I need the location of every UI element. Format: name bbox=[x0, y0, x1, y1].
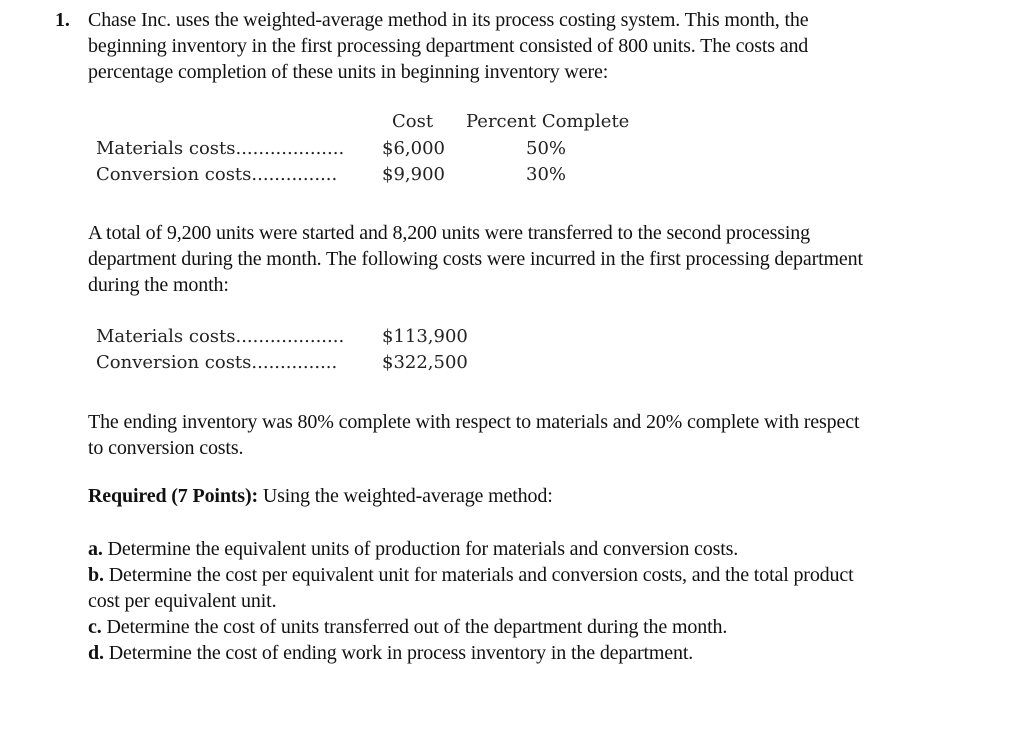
part-letter: b. bbox=[88, 564, 104, 586]
table-row-label bbox=[96, 324, 344, 350]
percent-complete-header: Percent Complete bbox=[466, 111, 630, 132]
row-cost: $6,000 bbox=[382, 138, 445, 159]
question-number: 1. bbox=[55, 9, 70, 31]
part-d bbox=[88, 640, 693, 666]
part-letter: a. bbox=[88, 538, 103, 560]
part-b bbox=[88, 562, 854, 588]
row-cost: $113,900 bbox=[382, 326, 468, 347]
table-row-label bbox=[96, 136, 344, 162]
leader-dots: ............... bbox=[251, 352, 338, 373]
row-label: Materials costs bbox=[96, 326, 236, 347]
row-label: Conversion costs bbox=[96, 352, 252, 373]
ending-line-1: The ending inventory was 80% complete with respect to materials and 20% complete with respect bbox=[88, 411, 860, 433]
part-text: Determine the cost of ending work in process inventory in the department. bbox=[108, 642, 694, 664]
row-percent: 30% bbox=[526, 164, 567, 185]
part-c bbox=[88, 614, 727, 640]
leader-dots: ................... bbox=[235, 138, 345, 159]
required-line bbox=[88, 483, 553, 509]
middle-line-2: department during the month. The following costs were incurred in the first processing department bbox=[88, 248, 863, 270]
leader-dots: ................... bbox=[235, 326, 345, 347]
middle-line-3: during the month: bbox=[88, 274, 229, 296]
middle-line-1: A total of 9,200 units were started and 8,200 units were transferred to the second processing bbox=[88, 222, 810, 244]
row-label: Materials costs bbox=[96, 138, 236, 159]
row-cost: $322,500 bbox=[382, 352, 468, 373]
row-percent: 50% bbox=[526, 138, 567, 159]
row-label: Conversion costs bbox=[96, 164, 252, 185]
leader-dots: ............... bbox=[251, 164, 338, 185]
ending-line-2: to conversion costs. bbox=[88, 437, 244, 459]
cost-header: Cost bbox=[392, 111, 434, 132]
intro-line-3: percentage completion of these units in beginning inventory were: bbox=[88, 61, 609, 83]
intro-line-1: Chase Inc. uses the weighted-average method in its process costing system. This month, the bbox=[88, 9, 809, 31]
row-cost: $9,900 bbox=[382, 164, 445, 185]
part-letter: d. bbox=[88, 642, 104, 664]
intro-line-2: beginning inventory in the first processing department consisted of 800 units. The costs and bbox=[88, 35, 809, 57]
part-text: Determine the cost per equivalent unit for materials and conversion costs, and the total product bbox=[108, 564, 854, 586]
table-row-label bbox=[96, 350, 337, 376]
part-text: Determine the equivalent units of production for materials and conversion costs. bbox=[107, 538, 739, 560]
part-letter: c. bbox=[88, 616, 102, 638]
required-text: Using the weighted-average method: bbox=[257, 485, 553, 507]
part-b-continued: cost per equivalent unit. bbox=[88, 590, 277, 612]
required-label: Required (7 Points): bbox=[88, 485, 258, 507]
part-text: Determine the cost of units transferred out of the department during the month. bbox=[106, 616, 728, 638]
part-a bbox=[88, 536, 738, 562]
table-row-label bbox=[96, 162, 337, 188]
